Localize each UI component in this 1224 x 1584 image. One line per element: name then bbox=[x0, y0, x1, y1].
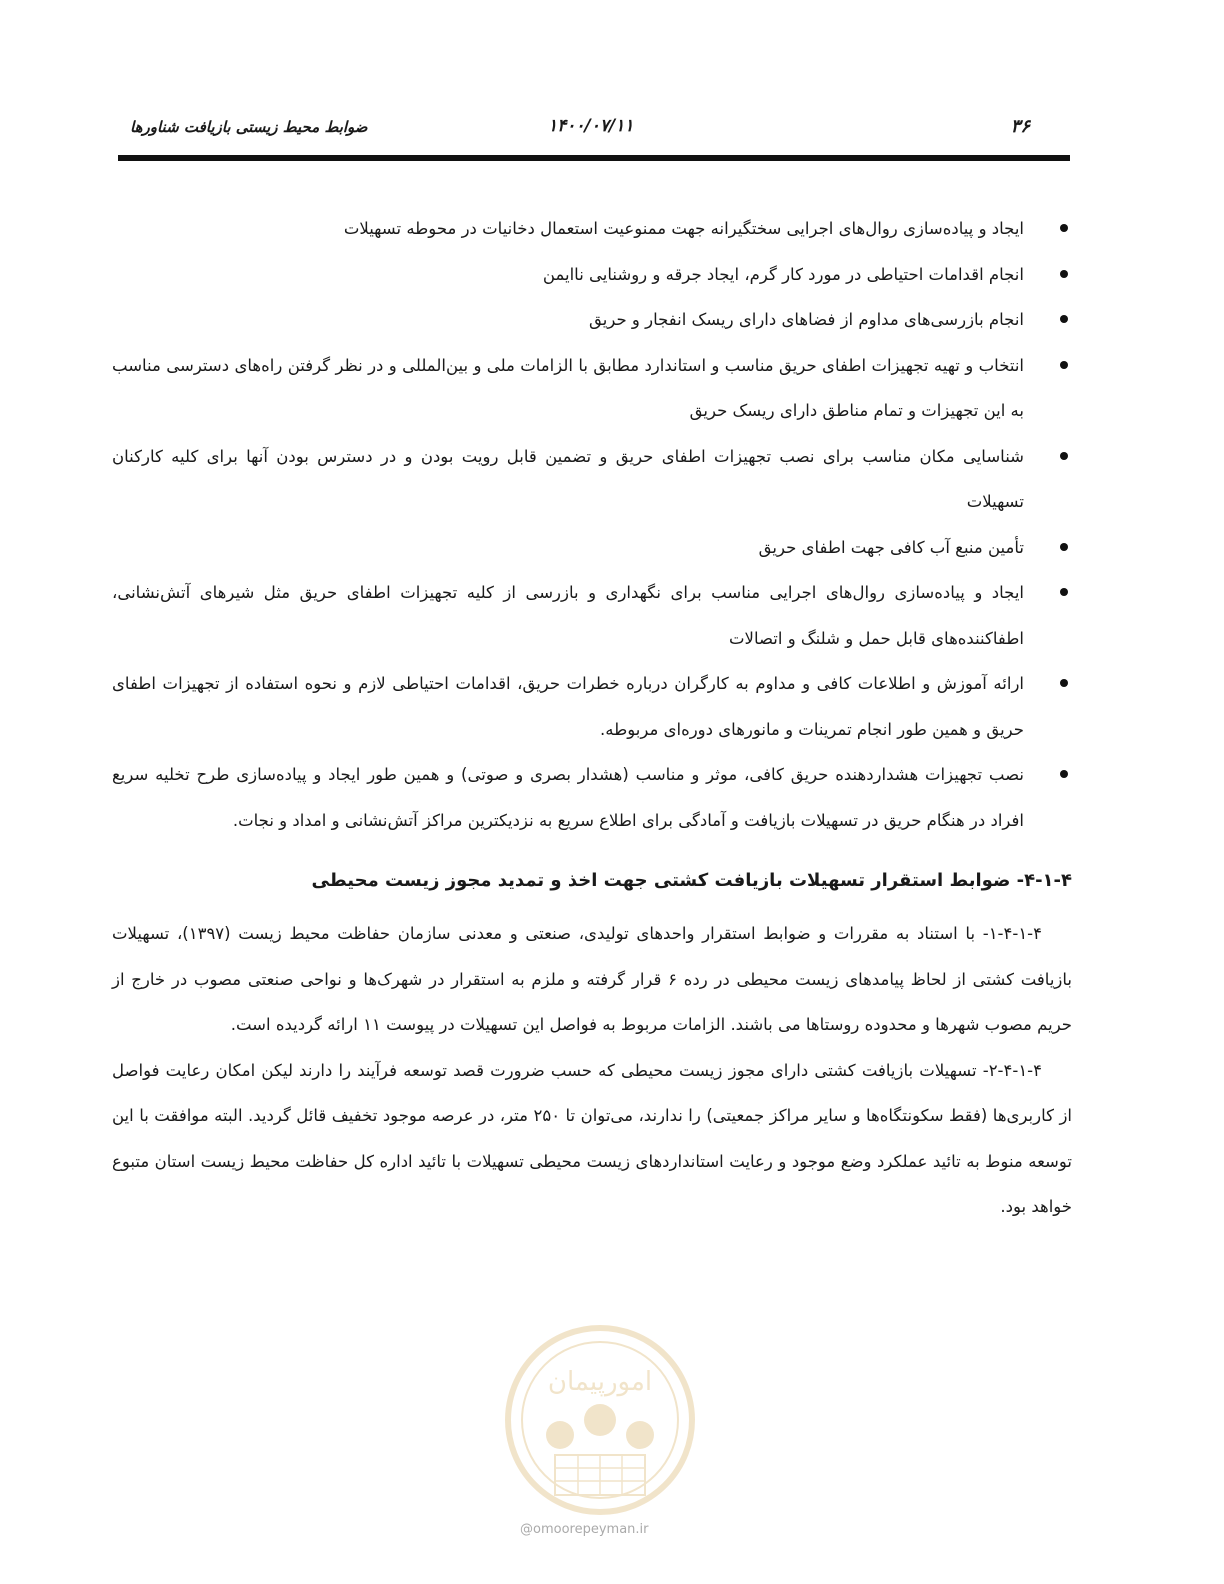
page-body bbox=[112, 206, 1072, 1230]
bullet-icon bbox=[1060, 543, 1068, 551]
bullet-list bbox=[112, 206, 1072, 843]
watermark-person-icon bbox=[584, 1404, 616, 1436]
header-title: ضوابط محیط زیستی بازیافت شناورها bbox=[130, 118, 368, 136]
list-item: انجام بازرسی‌های مداوم از فضاهای دارای ریسک انفجار و حریق bbox=[112, 297, 1072, 343]
section-heading: ۴-۱-۴- ضوابط استقرار تسهیلات بازیافت کشتی جهت اخذ و تمدید مجوز زیست محیطی bbox=[311, 870, 1072, 891]
list-item: انتخاب و تهیه تجهیزات اطفای حریق مناسب و استاندارد مطابق با الزامات ملی و بین‌المللی و در نظر گرفتن راه‌های دسترسی مناسب به این تجهیزات و تمام مناطق دارای ریسک حریق bbox=[112, 343, 1072, 434]
bullet-icon bbox=[1060, 588, 1068, 596]
watermark-logo-text: امورپیمان bbox=[547, 1367, 653, 1397]
list-item: ایجاد و پیاده‌سازی روال‌های اجرایی مناسب برای نگهداری و بازرسی از کلیه تجهیزات اطفای حریق مثل شیرهای آتش‌نشانی، اطفاکننده‌های قابل حمل و شلنگ و اتصالات bbox=[112, 570, 1072, 661]
bullet-icon bbox=[1060, 224, 1068, 232]
list-item: انجام اقدامات احتیاطی در مورد کار گرم، ایجاد جرقه و روشنایی ناایمن bbox=[112, 252, 1072, 298]
bullet-icon bbox=[1060, 270, 1068, 278]
bullet-icon bbox=[1060, 452, 1068, 460]
watermark-gear-icon bbox=[546, 1421, 574, 1449]
section-paragraph: ۲-۴-۱-۴- تسهیلات بازیافت کشتی دارای مجوز زیست محیطی که حسب ضرورت قصد توسعه فرآیند را دارند لیکن امکان رعایت فواصل از کاربری‌ها (فقط سکونتگاه‌ها و سایر مراکز جمعیتی) را ندارند، می‌توان تا ۲۵۰ متر، در عرصه موجود تخفیف قائل گردید. البته موافقت با این توسعه منوط به تائید عملکرد وضع موجود و رعایت استانداردهای زیست محیطی تسهیلات با تائید اداره کل حفاظت محیط زیست استان متبوع خواهد بود. bbox=[112, 1060, 1073, 1216]
header-divider bbox=[118, 155, 1070, 161]
list-item: شناسایی مکان مناسب برای نصب تجهیزات اطفای حریق و تضمین قابل رویت بودن و در دسترس بودن آنها برای کلیه کارکنان تسهیلات bbox=[112, 434, 1072, 525]
list-item: نصب تجهیزات هشداردهنده حریق کافی، موثر و مناسب (هشدار بصری و صوتی) و همین طور ایجاد و پیاده‌سازی طرح تخلیه سریع افراد در هنگام حریق در تسهیلات بازیافت و آمادگی برای اطلاع سریع به نزدیکترین مراکز آتش‌نشانی و امداد و نجات. bbox=[112, 752, 1072, 843]
watermark-logo bbox=[500, 1320, 700, 1520]
watermark-gear-icon-right bbox=[626, 1421, 654, 1449]
watermark-site-text: @omoorepeyman.ir bbox=[520, 1522, 649, 1537]
bullet-icon bbox=[1060, 770, 1068, 778]
header-date: ۱۴۰۰/۰۷/۱۱ bbox=[548, 116, 634, 136]
bullet-icon bbox=[1060, 361, 1068, 369]
list-item: ارائه آموزش و اطلاعات کافی و مداوم به کارگران درباره خطرات حریق، اقدامات احتیاطی لازم و نحوه استفاده از تجهیزات اطفای حریق و همین طور انجام تمرینات و مانورهای دوره‌ای مربوطه. bbox=[112, 661, 1072, 752]
bullet-icon bbox=[1060, 679, 1068, 687]
bullet-icon bbox=[1060, 315, 1068, 323]
section-paragraph: ۱-۴-۱-۴- با استناد به مقررات و ضوابط استقرار واحدهای تولیدی، صنعتی و معدنی سازمان حفاظت محیط زیست (۱۳۹۷)، تسهیلات بازیافت کشتی از لحاظ پیامدهای زیست محیطی در رده ۶ قرار گرفته و ملزم به استقرار در شهرک‌ها و نواحی صنعتی مصوب در خارج از حریم مصوب شهرها و محدوده روستاها می باشند. الزامات مربوط به فواصل این تسهیلات در پیوست ۱۱ ارائه گردیده است. bbox=[112, 924, 1072, 1034]
list-item: تأمین منبع آب کافی جهت اطفای حریق bbox=[112, 525, 1072, 571]
page-number: ۳۶ bbox=[1010, 116, 1030, 137]
page-header bbox=[118, 112, 1070, 148]
list-item: ایجاد و پیاده‌سازی روال‌های اجرایی سختگیرانه جهت ممنوعیت استعمال دخانیات در محوطه تسهیلات bbox=[112, 206, 1072, 252]
